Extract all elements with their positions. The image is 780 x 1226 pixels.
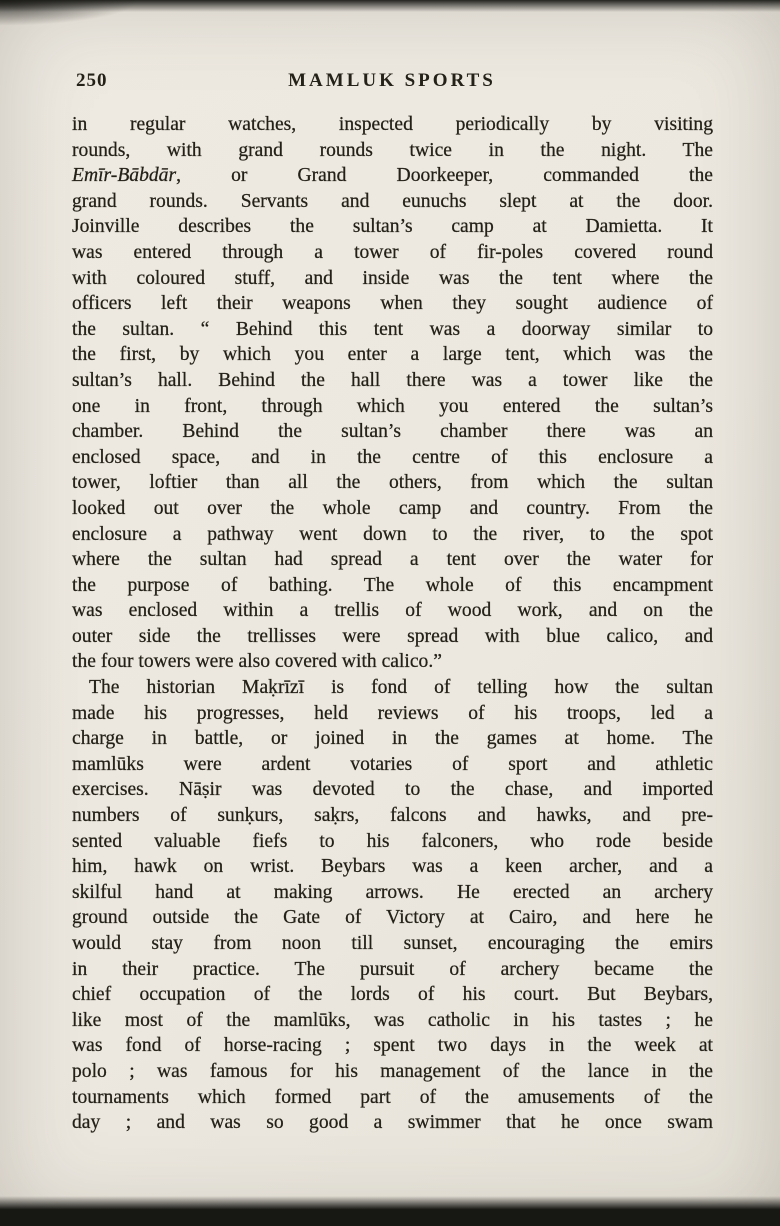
- text-line: sented valuable fiefs to his falconers, who rode beside: [72, 830, 713, 852]
- page-header: [72, 70, 712, 96]
- text-line: like most of the mamlūks, was catholic in his tastes ; he: [72, 1009, 713, 1031]
- text-line: the sultan. “ Behind this tent was a doorway similar to: [72, 318, 713, 340]
- text-line: sultan’s hall. Behind the hall there was a tower like the: [72, 369, 713, 391]
- scan-edge-bottom: [0, 1196, 780, 1226]
- text-line: [72, 163, 713, 189]
- text-line: Joinville describes the sultan’s camp at Damietta. It: [72, 216, 713, 238]
- text-line: chief occupation of the lords of his court. But Beybars,: [72, 984, 713, 1006]
- body-text: [72, 112, 713, 1136]
- text-line: grand rounds. Servants and eunuchs slept at the door.: [72, 190, 713, 212]
- text-line: where the sultan had spread a tent over the water for: [72, 549, 713, 571]
- text-line: in their practice. The pursuit of archery became the: [72, 958, 713, 980]
- running-title: MAMLUK SPORTS: [288, 70, 496, 91]
- text-line: numbers of sunḳurs, saḳrs, falcons and hawks, and pre-: [72, 805, 713, 827]
- text-line: the first, by which you enter a large tent, which was the: [72, 344, 713, 366]
- page-number: 250: [76, 70, 108, 91]
- text-line: outer side the trellisses were spread with blue calico, and: [72, 625, 713, 647]
- text-line: with coloured stuff, and inside was the tent where the: [72, 267, 713, 289]
- text-line: ground outside the Gate of Victory at Cairo, and here he: [72, 907, 713, 929]
- text-line: rounds, with grand rounds twice in the night. The: [72, 139, 713, 161]
- scan-corner-shadow: [0, 0, 140, 26]
- text-line: tournaments which formed part of the amusements of the: [72, 1086, 713, 1108]
- text-line: the purpose of bathing. The whole of this encampment: [72, 574, 713, 596]
- text-line: mamlūks were ardent votaries of sport and athletic: [72, 753, 713, 775]
- text-line: officers left their weapons when they sought audience of: [72, 293, 713, 315]
- text-line: charge in battle, or joined in the games at home. The: [72, 728, 713, 750]
- text-line: polo ; was famous for his management of the lance in the: [72, 1060, 713, 1082]
- text-line: him, hawk on wrist. Beybars was a keen archer, and a: [72, 856, 713, 878]
- text-line: one in front, through which you entered the sultan’s: [72, 395, 713, 417]
- text-line: exercises. Nāṣir was devoted to the chase, and imported: [72, 779, 713, 801]
- text-line: would stay from noon till sunset, encouraging the emirs: [72, 933, 713, 954]
- text-line: the four towers were also covered with calico.”: [72, 651, 442, 673]
- text-line: skilful hand at making arrows. He erected an archery: [72, 881, 713, 903]
- text-line: day ; and was so good a swimmer that he once swam: [72, 1112, 713, 1134]
- text-line: looked out over the whole camp and country. From the: [72, 497, 713, 519]
- text-line: in regular watches, inspected periodically by visiting: [72, 114, 713, 135]
- text-line: was fond of horse-racing ; spent two days in the week at: [72, 1035, 713, 1057]
- text-line: tower, loftier than all the others, from which the sultan: [72, 472, 713, 494]
- text-line: The historian Maḳrīzī is fond of telling how the sultan: [89, 677, 713, 699]
- italic-term: Emīr-Bābdār: [72, 165, 177, 187]
- text-line: made his progresses, held reviews of his troops, led a: [72, 702, 713, 724]
- text-line: chamber. Behind the sultan’s chamber there was an: [72, 421, 713, 443]
- text-fragment: , or Grand Doorkeeper, commanded the: [176, 165, 713, 187]
- text-line: was enclosed within a trellis of wood work, and on the: [72, 600, 713, 622]
- text-line: enclosure a pathway went down to the river, to the spot: [72, 523, 713, 545]
- text-line: was entered through a tower of fir-poles covered round: [72, 241, 713, 263]
- text-line: enclosed space, and in the centre of this enclosure a: [72, 446, 713, 468]
